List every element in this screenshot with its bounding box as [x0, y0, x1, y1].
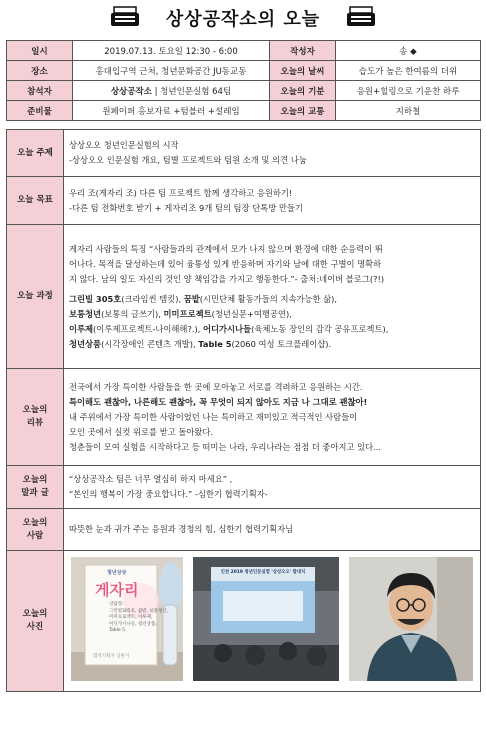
photo-speaker-scene	[349, 557, 473, 681]
team-name: 꿈밭	[183, 293, 200, 304]
team-desc: (시각장애인 콘텐츠 개발),	[101, 338, 199, 349]
card-item: Table 5	[109, 628, 125, 633]
author-label: 작성자	[270, 41, 336, 61]
quote-label	[7, 466, 64, 509]
date-value: 2019.07.13. 토요일 12:30 - 6:00	[73, 41, 270, 61]
page-title: 상상공작소의 오늘	[165, 9, 321, 30]
mood-value: 응원+힐링으로 기운찬 하루	[336, 81, 481, 101]
review-label	[7, 369, 64, 466]
review-label-2: 리뷰	[26, 418, 44, 428]
topic-body	[64, 130, 481, 177]
quote-body	[64, 466, 481, 509]
process-label: 오늘 과정	[7, 225, 64, 369]
team-desc: (크라임씬 템킷),	[121, 293, 184, 304]
team-list-line	[69, 337, 475, 352]
attendees-team: 상상공작소	[110, 86, 152, 97]
review-line: 청춘들이 모여 실험을 시작하다고 등 떠미는 나라, 우리나라는 점점 더 좋아지고 있다...	[69, 441, 382, 452]
mood-label: 오늘의 기분	[270, 81, 336, 101]
transport-value: 지하철	[336, 101, 481, 121]
card-title: 게자리	[95, 581, 139, 599]
goal-body	[64, 177, 481, 225]
process-line: 어나다. 목적을 달성하는데 있어 융통성 있게 반응하며 자기와 남에 대한 구별이 명확하	[69, 258, 382, 269]
process-line: 지 않다. 남의 일도 자신의 것인 양 책임감을 가지고 행동한다.”- 출처:네이버 블로그(?!)	[69, 273, 385, 284]
place-value: 홍대입구역 근처, 청년문화공간 JU동교동	[73, 61, 270, 81]
photo-card-on-table	[71, 557, 183, 681]
transport-label: 오늘의 교통	[270, 101, 336, 121]
team-list-line	[69, 292, 475, 307]
team-desc: (시민단체 활동가들의 지속가능한 삶),	[199, 293, 338, 304]
team-name: 청년상품	[69, 338, 102, 349]
prep-value: 원페이퍼 홍보자료 +텀블러 +설레임	[73, 101, 270, 121]
attendees-value	[73, 81, 270, 101]
team-desc: (청년실문+여행공연),	[211, 308, 292, 319]
person-label-1: 오늘의	[22, 517, 48, 528]
review-highlight: 특이해도 괜찮아, 나른해도 괜찮아, 꼭 무엇이 되지 않아도 지금 나 그대로 괜찮아!	[69, 396, 368, 407]
goal-label: 오늘 목표	[7, 177, 64, 225]
review-line: 내 주위에서 가장 특이한 사람이었던 나는 특이하고 재미있고 적극적인 사람들이	[69, 411, 358, 422]
weather-value: 습도가 높은 한여름의 더위	[336, 61, 481, 81]
photo-lecture-hall	[193, 557, 339, 681]
team-list-line	[69, 322, 475, 337]
team-name: 미미프로젝트	[163, 308, 212, 319]
info-table	[6, 40, 481, 121]
card-footer: 협력기획자 심한기	[93, 654, 130, 659]
card-header: 청년상상	[107, 570, 127, 576]
person-label	[7, 509, 64, 551]
team-name: 이루제	[69, 323, 94, 334]
header	[0, 0, 486, 36]
photos-label-2: 사진	[26, 622, 44, 632]
person-body	[64, 509, 481, 551]
prep-label: 준비물	[7, 101, 73, 121]
goal-line: 우리 조(게자리 조) 다른 팀 프로젝트 함께 생각하고 응원하기!	[69, 187, 293, 198]
photos-label-1: 오늘의	[22, 609, 48, 619]
quote-line: “본인의 행복이 가장 중요합니다.” -심한기 협력기획자-	[69, 489, 268, 499]
attendees-label: 참석자	[7, 81, 73, 101]
quote-label-1: 오늘의	[22, 475, 48, 485]
review-body	[64, 369, 481, 466]
team-name: 어디가시나들	[203, 323, 252, 334]
photos-label	[7, 551, 64, 692]
typewriter-icon	[346, 6, 376, 28]
team-list-line	[69, 307, 475, 322]
topic-line: -상상오오 인문실험 개요, 팀별 프로젝트와 팀원 소개 및 의견 나눔	[69, 155, 307, 165]
person-label-2: 사람	[26, 530, 44, 541]
weather-label: 오늘의 날씨	[270, 61, 336, 81]
photo-speaker-portrait	[349, 557, 473, 681]
date-label: 일시	[7, 41, 73, 61]
place-label: 장소	[7, 61, 73, 81]
journal-table	[6, 129, 481, 692]
team-name: 그린빌 305호	[69, 293, 122, 304]
projected-banner: 인천 2019 청년인문실험 '상상오오' 발대식	[220, 570, 306, 575]
photo-strip	[64, 551, 480, 691]
topic-label: 오늘 주제	[7, 130, 64, 177]
photos-body	[64, 551, 481, 692]
quote-line: “상상공작소 팀은 너무 열심히 하지 마세요” ,	[69, 474, 233, 484]
attendees-detail: | 청년인문실험 64팀	[151, 86, 232, 97]
topic-line: 상상오오 청년인문실험의 시작	[69, 140, 179, 150]
team-desc: (육체노동 장인의 감각 공유프로젝트),	[251, 323, 389, 334]
quote-label-2: 말과 글	[21, 488, 49, 498]
review-line: 모인 곳에서 실컷 위로를 받고 돌아왔다.	[69, 426, 214, 437]
person-text: 따뜻한 눈과 귀가 주는 응원과 경청의 힘, 심한기 협력기획자님	[69, 524, 294, 534]
card-items	[109, 602, 168, 635]
team-desc: (2060 여성 토크플레이샵).	[231, 338, 332, 349]
card-item: 상담장:	[109, 602, 124, 607]
process-line: 게자리 사람들의 특징 “사람들과의 관계에서 모가 나지 않으며 환경에 대한 순응력이 뛰	[69, 243, 383, 254]
team-desc: (보통의 글쓰기),	[101, 308, 164, 319]
card-item: 그린빌305호, 꿈밭, 보통청년,	[109, 608, 169, 614]
process-body	[64, 225, 481, 369]
goal-line: -다른 팀 전화번호 받기 + 게자리조 9개 팀의 팀장 단톡방 만들기	[69, 202, 303, 213]
review-line: 전국에서 가장 특이한 사람들을 한 곳에 모아놓고 서로를 격려하고 응원하는 시간.	[69, 381, 363, 392]
author-value: 송 ◆	[336, 41, 481, 61]
card-item: 어디가시나들, 청년상품,	[109, 621, 157, 627]
team-name: Table 5	[198, 338, 232, 349]
review-label-1: 오늘의	[22, 405, 48, 415]
card-item: 미미프로젝트, 이루제,	[109, 615, 153, 620]
team-name: 보통청년	[69, 308, 102, 319]
team-desc: (이루제프로젝트-나이해해?.),	[93, 323, 203, 334]
